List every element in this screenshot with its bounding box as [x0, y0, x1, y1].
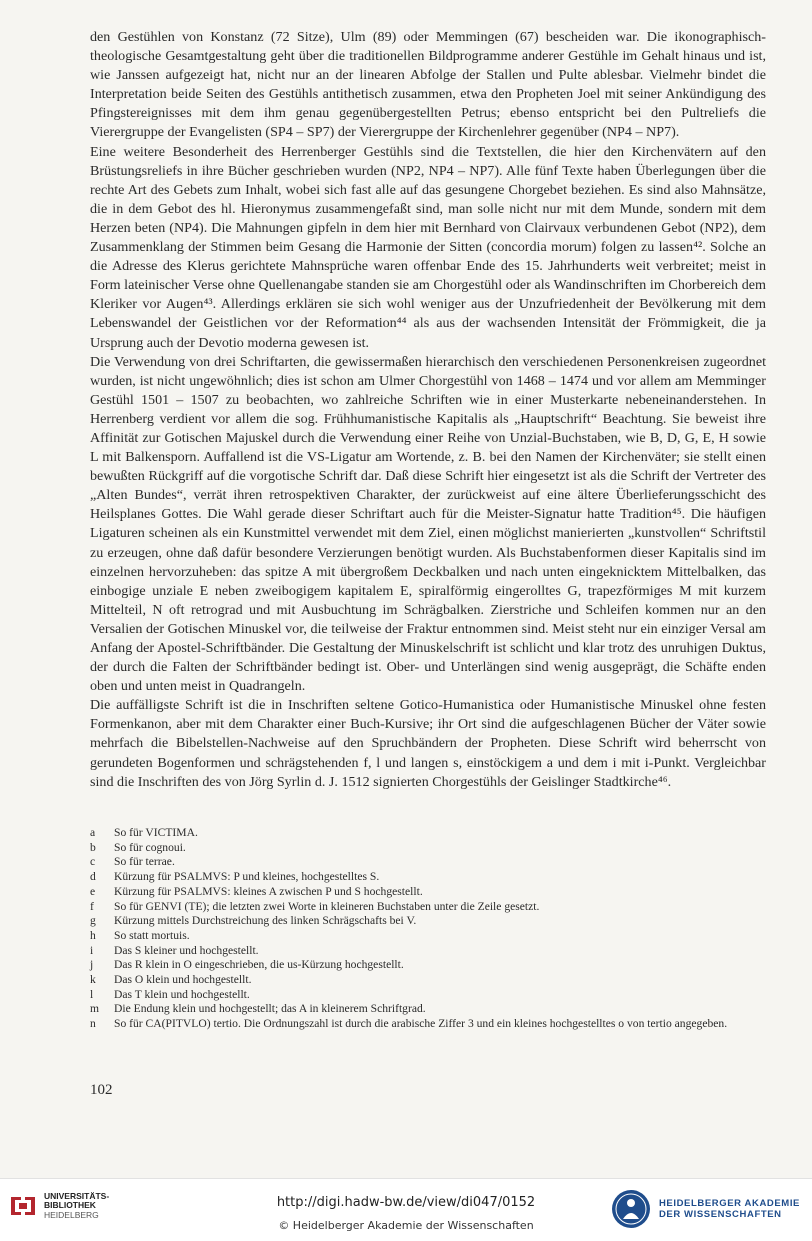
footnote	[90, 1002, 766, 1017]
footnote-text: Das O klein und hochgestellt.	[114, 973, 252, 987]
footnote	[90, 900, 766, 915]
footnote-letter: e	[90, 884, 96, 898]
footnote-text: Das T klein und hochgestellt.	[114, 987, 250, 1001]
footnote-letter: k	[90, 973, 96, 987]
footnote	[90, 988, 766, 1003]
footnote-text: So für GENVI (TE); die letzten zwei Worte in kleineren Buchstaben unter die Zeile gesetzt.	[114, 899, 540, 913]
footnote-text: Das R klein in O eingeschrieben, die us-Kürzung hochgestellt.	[114, 958, 404, 972]
footnote-text: So für CA(PITVLO) tertio. Die Ordnungszahl ist durch die arabische Ziffer 3 und ein kleines hochgestelltes o von tertio angegeben.	[114, 1017, 728, 1031]
footnote-letter: g	[90, 914, 96, 928]
footnote-letter: b	[90, 840, 96, 854]
footnote-letter: a	[90, 826, 96, 839]
academy-logo-text	[659, 1198, 800, 1220]
footnote	[90, 929, 766, 944]
footnote-letter: d	[90, 870, 96, 884]
library-logo-line: HEIDELBERG	[44, 1209, 99, 1220]
library-logo-line: BIBLIOTHEK	[44, 1200, 96, 1211]
footnote	[90, 870, 766, 885]
footnote-letter: j	[90, 958, 94, 972]
footnote-letter: f	[90, 899, 94, 913]
footnote	[90, 841, 766, 856]
academy-logo[interactable]	[611, 1189, 800, 1229]
paragraph-3: Die Verwendung von drei Schriftarten, die gewissermaßen hierarchisch den verschiedenen Personenkreisen zugeordnet wurden, ist nicht ungewöhnlich; dies ist schon am Ulmer Chorgestühl von 1468 – 1474 und vor allem am Memminger Gestühl 1501 – 1507 zu beobachten, wo zahlreiche Schriften wie in einer Musterkarte nebeneinanderstehen. In Herrenberg verdient vor allem die sog. Frühhumanistische Kapitalis als „Hauptschrift“ Beachtung. Sie beweist ihre Affinität zur Gotischen Majuskel durch die Verwendung einer Reihe von Unzial-Buchstaben, wie B, D, G, E, H sowie L mit Balkensporn. Auffallend ist die VS-Ligatur am Wortende, z. B. bei den Namen der Kirchenväter; sie stellt einen bewußten Rückgriff auf die vorgotische Schrift dar. Daß diese Schrift hier eingesetzt ist als die Schrift der Vertreter des „Alten Bundes“, verrät ihren retrospektiven Charakter, der zurückweist auf eine ältere Überlieferungsschicht des Heilsplanes Gottes. Die Wahl gerade dieser Schriftart auch für die Meister-Signatur hatte Tradition⁴⁵. Die häufigen Ligaturen scheinen als ein Kunstmittel verwendet mit dem Ziel, einen möglichst manierierten „kunstvollen“ Schriftstil zu erzeugen, ohne daß dafür besondere Verzierungen benötigt wurden. Als Buchstabenformen dieser Kapitalis sind im einzelnen hervorzuheben: das spitze A mit übergroßem Deckbalken und nach unten eingeknicktem Mittelbalken, das einbogige unziale E neben zweibogigem kapitalem E, spiralförmig eingerolltes G, trapezförmiges M mit kurzem Mittelteil, N oft retrograd und mit Ausbuchtung im Schrägbalken. Zierstriche und Schleifen kommen nur an den Versalien der Gotischen Minuskel vor, die teilweise der Fraktur entnommen sind. Meist steht nur ein einziger Versal am Anfang der Apostel-Schriftbänder. Die Gestaltung der Minuskelschrift ist schlicht und klar trotz des unruhigen Duktus, der durch die Falten der Schriftbänder bedingt ist. Ober- und Unterlängen sind wenig ausgeprägt, die Schäfte enden oben und unten meist in Quadrangeln.	[90, 353, 766, 695]
footnote-text: So statt mortuis.	[114, 928, 190, 942]
viewer-footer	[0, 1178, 812, 1241]
copyright-notice: © Heidelberger Akademie der Wissenschaften	[278, 1219, 534, 1232]
footnote-letter: l	[90, 987, 94, 1001]
footnote-letter: n	[90, 1017, 96, 1031]
permalink-url[interactable]: http://digi.hadw-bw.de/view/di047/0152	[276, 1195, 536, 1210]
academy-logo-line: DER WISSENSCHAFTEN	[658, 1209, 782, 1220]
academy-logo-line: HEIDELBERGER AKADEMIE	[658, 1198, 800, 1209]
main-text	[90, 28, 766, 792]
footnote-text: Das S kleiner und hochgestellt.	[114, 943, 259, 957]
paragraph-4: Die auffälligste Schrift ist die in Inschriften seltene Gotico-Humanistica oder Humanistische Minuskel ohne festen Formenkanon, aber mit dem Charakter einer Buch-Kursive; ihr Ort sind die aufgeschlagenen Bücher der Väter sowie mehrfach die Bibelstellen-Nachweise auf den Spruchbändern der Propheten. Diese Schrift wird beherrscht von gerundeten Bogenformen und schrägstehenden f, l und langen s, einstöckigem a und dem i mit i-Punkt. Vergleichbar sind die Inschriften des von Jörg Syrlin d. J. 1512 signierten Chorgestühls der Geislinger Stadtkirche⁴⁶.	[90, 697, 766, 790]
footnote-text: Kürzung für PSALMVS: P und kleines, hochgestelltes S.	[114, 870, 380, 884]
footnotes	[90, 826, 766, 1032]
page-number: 102	[90, 1082, 113, 1098]
footnote-text: Kürzung für PSALMVS: kleines A zwischen P und S hochgestellt.	[114, 884, 423, 898]
academy-seal-icon	[611, 1189, 651, 1229]
footnote-letter: m	[90, 1002, 100, 1016]
footnote-text: So für terrae.	[114, 855, 175, 869]
paragraph-1: den Gestühlen von Konstanz (72 Sitze), Ulm (89) oder Memmingen (67) bescheiden war. Die ikonographisch-theologische Gesamtgestaltung geht über die traditionellen Bildprogramme anderer Gestühle im Gehalt hinaus und ist, wie Janssen aufgezeigt hat, nicht nur an der linearen Abfolge der Stallen und Pulte ablesbar. Vielmehr bindet die Interpretation beide Seiten des Gestühls antithetisch zusammen, etwa den Propheten Joel mit seiner Ankündigung des Pfingstereignisses mit dem ihm genau gegenübergestellten Petrus; ebenso entspricht bei den Pultreliefs die Vierergruppe der Evangelisten (SP4 – SP7) der Vierergruppe der Kirchenlehrer gegenüber (NP4 – NP7).	[90, 29, 766, 141]
footnote-text: Die Endung klein und hochgestellt; das A in kleinerem Schriftgrad.	[114, 1002, 426, 1016]
paragraph-2: Eine weitere Besonderheit des Herrenberger Gestühls sind die Textstellen, die hier den Kirchenvätern auf den Brüstungsreliefs in ihre Bücher geschrieben wurden (NP2, NP4 – NP7). Alle fünf Texte haben Überlegungen über die rechte Art des Gebets zum Inhalt, wobei sich fast alle auf das gesungene Chorgebet beziehen. Es sind also Mahnsätze, die in dem Gebot des hl. Hieronymus zusammengefaßt sind, man solle nicht nur mit dem Munde, sondern mit dem Herzen beten (NP4). Die Mahnungen gipfeln in dem hier mit Bernhard von Clairvaux verbundenen Gebot (NP2), dem Zusammenklang der Stimmen beim Gesang die Harmonie der Sitten (concordia morum) folgen zu lassen⁴². Solche an die Adresse des Klerus gerichtete Mahnsprüche waren offenbar Ende des 15. Jahrhunderts weit verbreitet; meist in Form lateinischer Verse ohne Quellenangabe standen sie am Chorgestühl oder als Wandinschriften im Chorbereich dem Kleriker vor Augen⁴³. Allerdings erklären sie sich wohl weniger aus der Unzufriedenheit der Bevölkerung mit dem Lebenswandel der Geistlichen vor der Reformation⁴⁴ als aus der wachsenden Intensität der Frömmigkeit, die ja Ursprung auch der Devotio moderna gewesen ist.	[90, 143, 766, 351]
footnote-letter: h	[90, 928, 96, 942]
footnote	[90, 826, 766, 841]
footnote-text: So für cognoui.	[114, 840, 186, 854]
footnote	[90, 914, 766, 929]
footnote	[90, 958, 766, 973]
footnote-text: So für VICTIMA.	[114, 826, 198, 839]
footnote	[90, 973, 766, 988]
footnote-letter: c	[90, 855, 96, 869]
footnote-letter: i	[90, 943, 94, 957]
library-logo-line: UNIVERSITÄTS-	[44, 1190, 110, 1201]
footnote	[90, 944, 766, 959]
footnote-text: Kürzung mittels Durchstreichung des linken Schrägschafts bei V.	[114, 914, 417, 928]
footnote	[90, 1017, 766, 1032]
footnote	[90, 855, 766, 870]
footnote	[90, 885, 766, 900]
